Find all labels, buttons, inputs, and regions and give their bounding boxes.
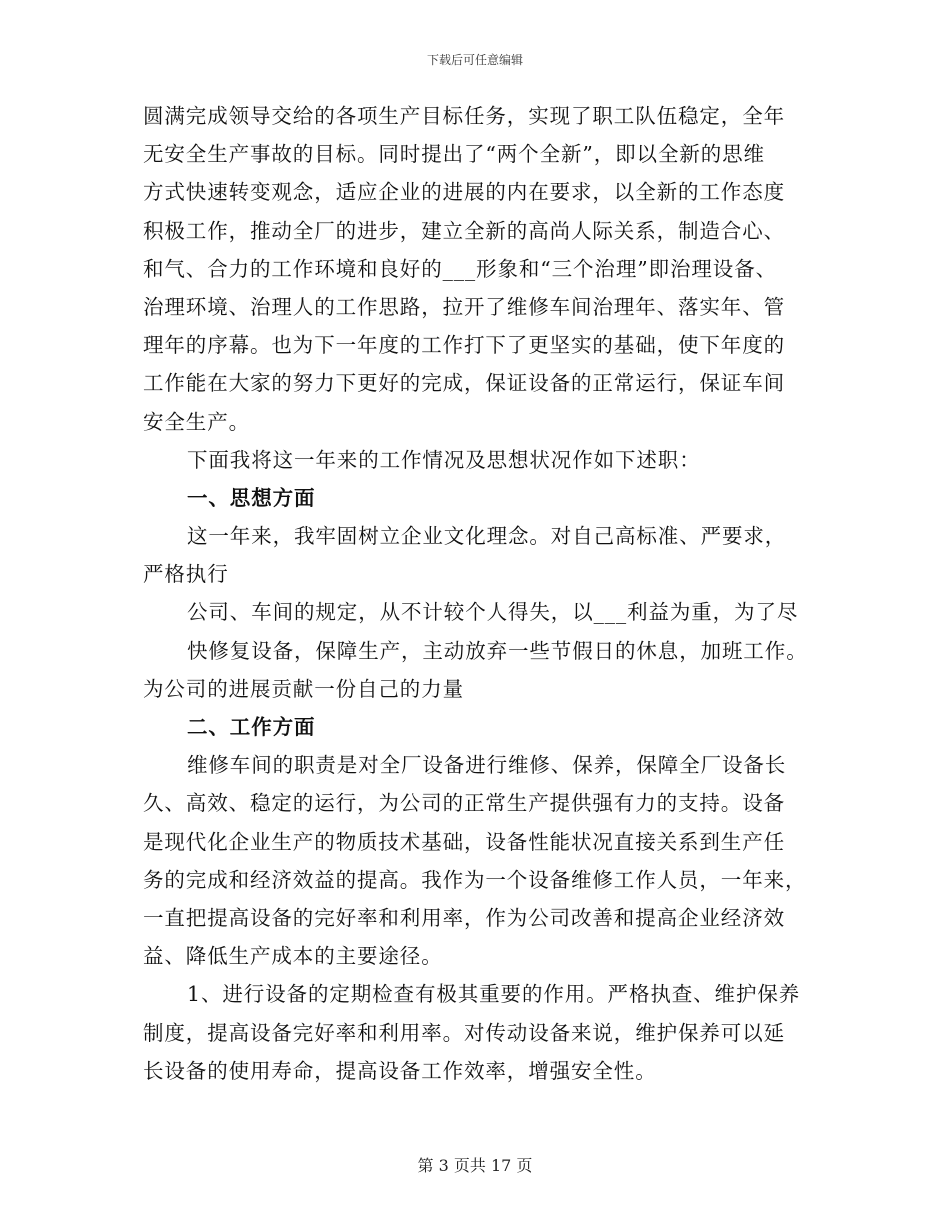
paragraph-line: 制度，提高设备完好率和利用率。对传动设备来说，维护保养可以延 — [143, 1020, 785, 1045]
paragraph-line: 一直把提高设备的完好率和利用率，作为公司改善和提高企业经济效 — [143, 905, 785, 930]
paragraph-line: 长设备的使用寿命，提高设备工作效率，增强安全性。 — [143, 1058, 657, 1083]
page-header: 下载后可任意编辑 — [426, 53, 523, 67]
paragraph-line: 无安全生产事故的目标。同时提出了“两个全新”，即以全新的思维 — [143, 142, 765, 167]
paragraph-line: 积极工作，推动全厂的进步，建立全新的高尚人际关系，制造合心、 — [143, 218, 785, 243]
document-body — [143, 97, 808, 1090]
paragraph-line: 治理环境、治理人的工作思路，拉开了维修车间治理年、落实年、管 — [143, 294, 785, 319]
section-heading: 一、思想方面 — [187, 485, 316, 510]
paragraph-line: 1、进行设备的定期检查有极其重要的作用。严格执查、维护保养 — [187, 982, 801, 1007]
section-heading: 二、工作方面 — [187, 715, 316, 739]
paragraph-line: 久、高效、稳定的运行，为公司的正常生产提供强有力的支持。设备 — [143, 791, 785, 816]
paragraph-line: 这一年来，我牢固树立企业文化理念。对自己高标准、严要求， — [187, 524, 787, 549]
paragraph-line: 方式快速转变观念，适应企业的进展的内在要求，以全新的工作态度 — [143, 180, 785, 205]
paragraph-line: 务的完成和经济效益的提高。我作为一个设备维修工作人员，一年来， — [143, 867, 807, 892]
paragraph-line: 圆满完成领导交给的各项生产目标任务，实现了职工队伍稳定，全年 — [143, 104, 785, 128]
paragraph-line: 理年的序幕。也为下一年度的工作打下了更坚实的基础，使下年度的 — [143, 333, 785, 358]
paragraph-line: 是现代化企业生产的物质技术基础，设备性能状况直接关系到生产任 — [143, 829, 785, 854]
paragraph-line: 下面我将这一年来的工作情况及思想状况作如下述职： — [187, 447, 701, 472]
page-footer-page-number: 第 3 页共 17 页 — [417, 1156, 533, 1175]
paragraph-line: 为公司的进展贡献一份自己的力量 — [143, 676, 464, 701]
paragraph-line: 和气、合力的工作环境和良好的___形象和“三个治理”即治理设备、 — [143, 256, 778, 281]
paragraph-line: 工作能在大家的努力下更好的完成，保证设备的正常运行，保证车间 — [143, 371, 785, 396]
paragraph-line: 公司、车间的规定，从不计较个人得失，以___利益为重，为了尽 — [187, 600, 799, 625]
paragraph-line: 严格执行 — [143, 562, 229, 587]
paragraph-line: 安全生产。 — [143, 409, 250, 434]
paragraph-line: 快修复设备，保障生产，主动放弃一些节假日的休息，加班工作。 — [187, 638, 808, 663]
paragraph-line: 益、降低生产成本的主要途径。 — [143, 944, 443, 969]
paragraph-line: 维修车间的职责是对全厂设备进行维修、保养，保障全厂设备长 — [187, 753, 787, 778]
